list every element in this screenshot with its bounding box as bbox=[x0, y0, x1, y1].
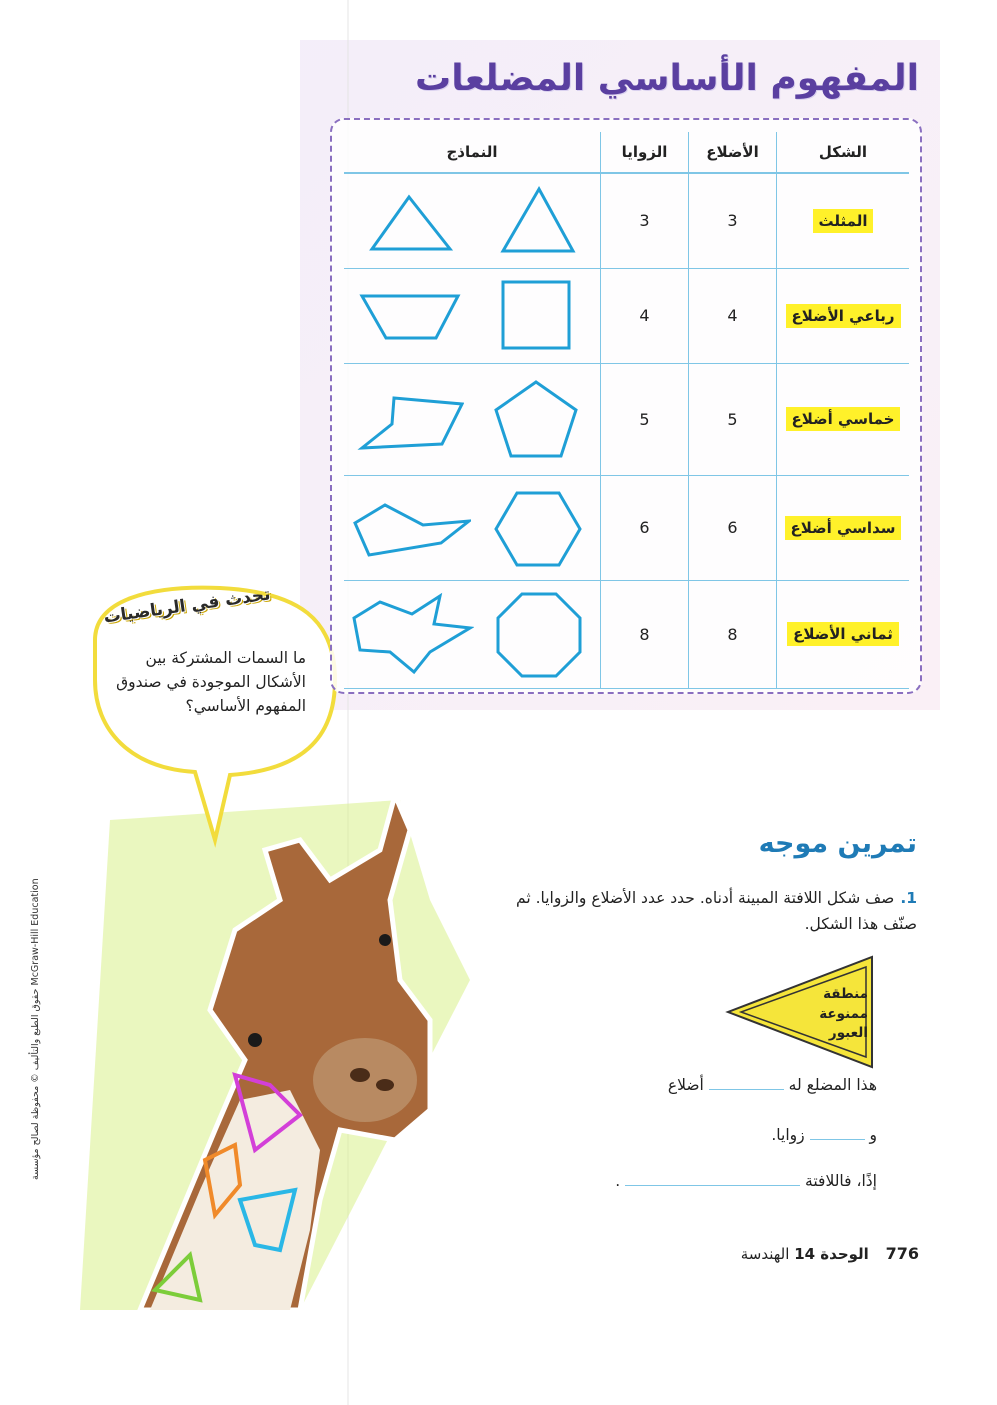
angles-count: 5 bbox=[601, 363, 689, 475]
answer-line-class-suffix: . bbox=[615, 1172, 621, 1190]
triangle-equilateral-icon bbox=[481, 181, 591, 261]
answer-line-sides-prefix: هذا المضلع له bbox=[788, 1076, 877, 1094]
answer-line-classification bbox=[615, 1172, 877, 1190]
answer-line-class-prefix: إذًا، فاللافتة bbox=[805, 1172, 877, 1190]
table-row bbox=[344, 580, 909, 688]
classification-blank[interactable] bbox=[625, 1185, 800, 1186]
trapezoid-icon bbox=[354, 276, 464, 356]
irregular-pentagon-icon bbox=[354, 374, 464, 464]
header-angles: الزوايا bbox=[601, 132, 689, 173]
table-row bbox=[344, 268, 909, 363]
sides-count: 8 bbox=[689, 580, 777, 688]
page-title: المفهوم الأساسي المضلعات bbox=[415, 58, 919, 99]
copyright-credit: حقوق الطبع والتأليف © محفوظة لصالح مؤسسة McGraw-Hill Education bbox=[30, 878, 41, 1180]
shape-name: المثلث bbox=[813, 209, 874, 233]
table-header-row bbox=[344, 132, 909, 173]
answer-line-sides bbox=[668, 1076, 877, 1094]
sign-label-line2: ممنوعة العبور bbox=[819, 1005, 868, 1042]
header-models: النماذج bbox=[344, 132, 601, 173]
table-row bbox=[344, 363, 909, 475]
irregular-octagon-icon bbox=[350, 588, 474, 680]
guided-practice-title: تمرين موجه bbox=[758, 828, 917, 859]
page-footer bbox=[741, 1244, 919, 1263]
exercise-text: صف شكل اللافتة المبينة أدناه. حدد عدد الأضلاع والزوايا. ثم صنّف هذا الشكل. bbox=[516, 889, 917, 933]
sides-count: 4 bbox=[689, 268, 777, 363]
sign-label bbox=[780, 985, 868, 1044]
header-shape: الشكل bbox=[777, 132, 910, 173]
shape-name: خماسي أضلاع bbox=[786, 407, 901, 431]
table-row bbox=[344, 475, 909, 580]
sides-blank[interactable] bbox=[709, 1089, 784, 1090]
table-row bbox=[344, 173, 909, 268]
unit-topic: الهندسة bbox=[740, 1245, 790, 1263]
angles-count: 6 bbox=[601, 475, 689, 580]
pentagon-icon bbox=[481, 374, 591, 464]
angles-count: 3 bbox=[601, 173, 689, 268]
shape-name: سداسي أضلاع bbox=[785, 516, 902, 540]
angles-count: 4 bbox=[601, 268, 689, 363]
hexagon-icon bbox=[483, 483, 593, 573]
page-number: 776 bbox=[885, 1244, 919, 1263]
talk-question: ما السمات المشتركة بين الأشكال الموجودة في صندوق المفهوم الأساسي؟ bbox=[116, 649, 306, 716]
answer-line-sides-suffix: أضلاع bbox=[667, 1076, 704, 1094]
sign-label-line1: منطقة bbox=[823, 986, 868, 1002]
polygons-table bbox=[344, 132, 909, 689]
sides-count: 3 bbox=[689, 173, 777, 268]
exercise-number: 1. bbox=[900, 889, 917, 907]
header-sides: الأضلاع bbox=[689, 132, 777, 173]
angles-blank[interactable] bbox=[810, 1139, 865, 1140]
answer-line-angles-prefix: و bbox=[869, 1126, 877, 1144]
shape-name: ثماني الأضلاع bbox=[787, 622, 899, 646]
sides-count: 5 bbox=[689, 363, 777, 475]
angles-count: 8 bbox=[601, 580, 689, 688]
unit-label: الوحدة 14 bbox=[794, 1245, 869, 1263]
triangle-scalene-icon bbox=[354, 181, 464, 261]
answer-line-angles-suffix: زوايا. bbox=[771, 1126, 805, 1144]
sides-count: 6 bbox=[689, 475, 777, 580]
talk-math-heading: تحدث في الرياضيات bbox=[102, 584, 272, 628]
shape-name: رباعي الأضلاع bbox=[786, 304, 901, 328]
exercise-instruction bbox=[507, 886, 917, 937]
answer-line-angles bbox=[771, 1126, 877, 1144]
octagon-icon bbox=[484, 588, 594, 680]
square-icon bbox=[481, 276, 591, 356]
irregular-hexagon-icon bbox=[351, 483, 471, 573]
